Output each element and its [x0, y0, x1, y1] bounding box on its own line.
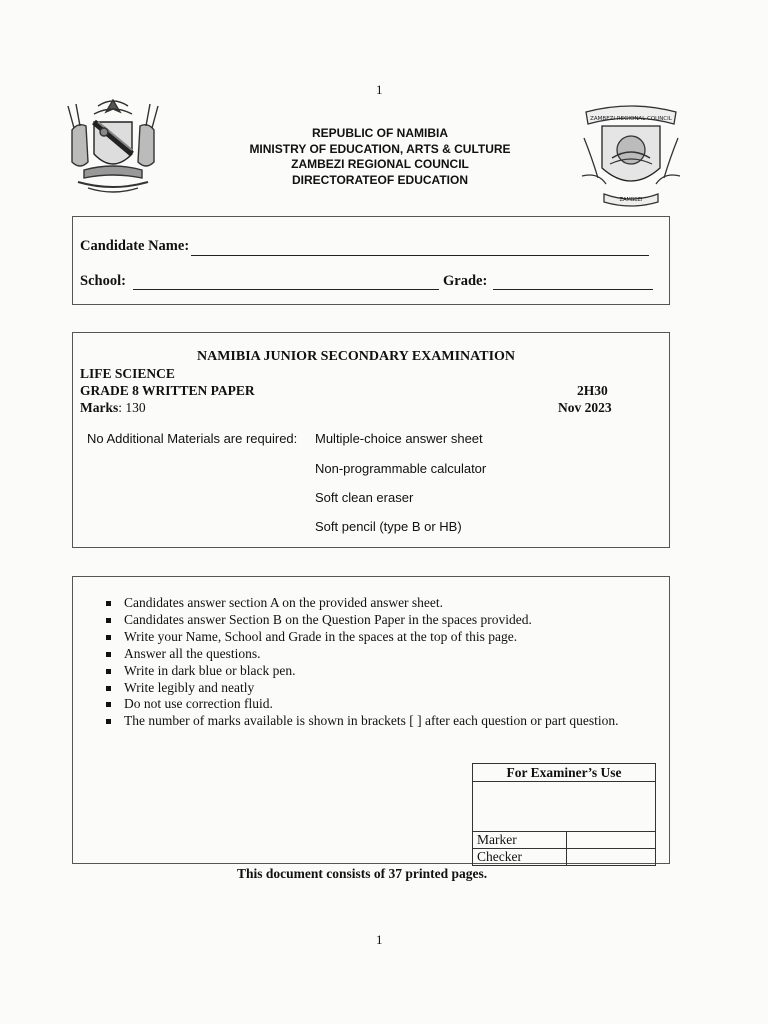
- material-item: Multiple-choice answer sheet: [315, 431, 483, 446]
- instruction-item: Candidates answer Section B on the Question Paper in the spaces provided.: [103, 612, 623, 629]
- material-item: Soft pencil (type B or HB): [315, 519, 462, 534]
- school-line[interactable]: [133, 289, 439, 290]
- marker-cell[interactable]: [567, 832, 656, 849]
- instructions-box: [72, 576, 670, 864]
- instruction-item: Write your Name, School and Grade in the spaces at the top of this page.: [103, 629, 623, 646]
- candidate-name-line[interactable]: [191, 255, 649, 256]
- page-number-bottom: 1: [376, 932, 383, 947]
- examiner-use-table: [472, 763, 656, 866]
- examiner-use-space: [473, 782, 656, 832]
- instructions-list: [103, 595, 623, 730]
- header-line-republic: REPUBLIC OF NAMIBIA: [312, 126, 448, 140]
- instruction-item: Write in dark blue or black pen.: [103, 663, 623, 680]
- grade-line[interactable]: [493, 289, 653, 290]
- checker-label: Checker: [473, 849, 567, 866]
- grade-label: Grade:: [443, 273, 488, 289]
- ministry-header: [230, 126, 530, 188]
- header-line-council: ZAMBEZI REGIONAL COUNCIL: [291, 157, 469, 171]
- exam-info-box: [72, 332, 670, 548]
- marks-value: : 130: [118, 400, 146, 415]
- namibia-coat-of-arms-icon: [58, 92, 168, 202]
- seal-text-top: ZAMBEZI REGIONAL COUNCIL: [590, 116, 672, 122]
- seal-text-bottom: ZAMBEZI: [619, 197, 643, 203]
- page-number-top: 1: [376, 82, 383, 97]
- candidate-info-box: [72, 216, 670, 305]
- exam-duration: 2H30: [577, 383, 608, 398]
- checker-cell[interactable]: [567, 849, 656, 866]
- marks-label: Marks: [80, 400, 119, 415]
- zambezi-regional-council-seal-icon: [578, 98, 684, 212]
- exam-title: NAMIBIA JUNIOR SECONDARY EXAMINATION: [197, 349, 516, 364]
- school-label: School:: [80, 273, 126, 289]
- materials-intro: No Additional Materials are required:: [87, 431, 298, 446]
- paper-name: GRADE 8 WRITTEN PAPER: [80, 383, 255, 398]
- candidate-name-label: Candidate Name:: [80, 238, 190, 254]
- instruction-item: The number of marks available is shown in brackets [ ] after each question or part question.: [103, 713, 623, 730]
- subject-name: LIFE SCIENCE: [80, 366, 175, 381]
- header-line-directorate: DIRECTORATEOF EDUCATION: [292, 172, 468, 187]
- examiner-use-title: For Examiner’s Use: [473, 764, 656, 782]
- instruction-item: Write legibly and neatly: [103, 680, 623, 697]
- marker-label: Marker: [473, 832, 567, 849]
- material-item: Non-programmable calculator: [315, 461, 487, 476]
- exam-date: Nov 2023: [558, 400, 612, 415]
- instruction-item: Candidates answer section A on the provided answer sheet.: [103, 595, 623, 612]
- header-line-ministry: MINISTRY OF EDUCATION, ARTS & CULTURE: [249, 141, 511, 156]
- instruction-item: Answer all the questions.: [103, 646, 623, 663]
- marks-line: [80, 400, 146, 416]
- material-item: Soft clean eraser: [315, 490, 414, 505]
- instruction-item: Do not use correction fluid.: [103, 696, 623, 713]
- document-pages-note: This document consists of 37 printed pages.: [237, 866, 488, 881]
